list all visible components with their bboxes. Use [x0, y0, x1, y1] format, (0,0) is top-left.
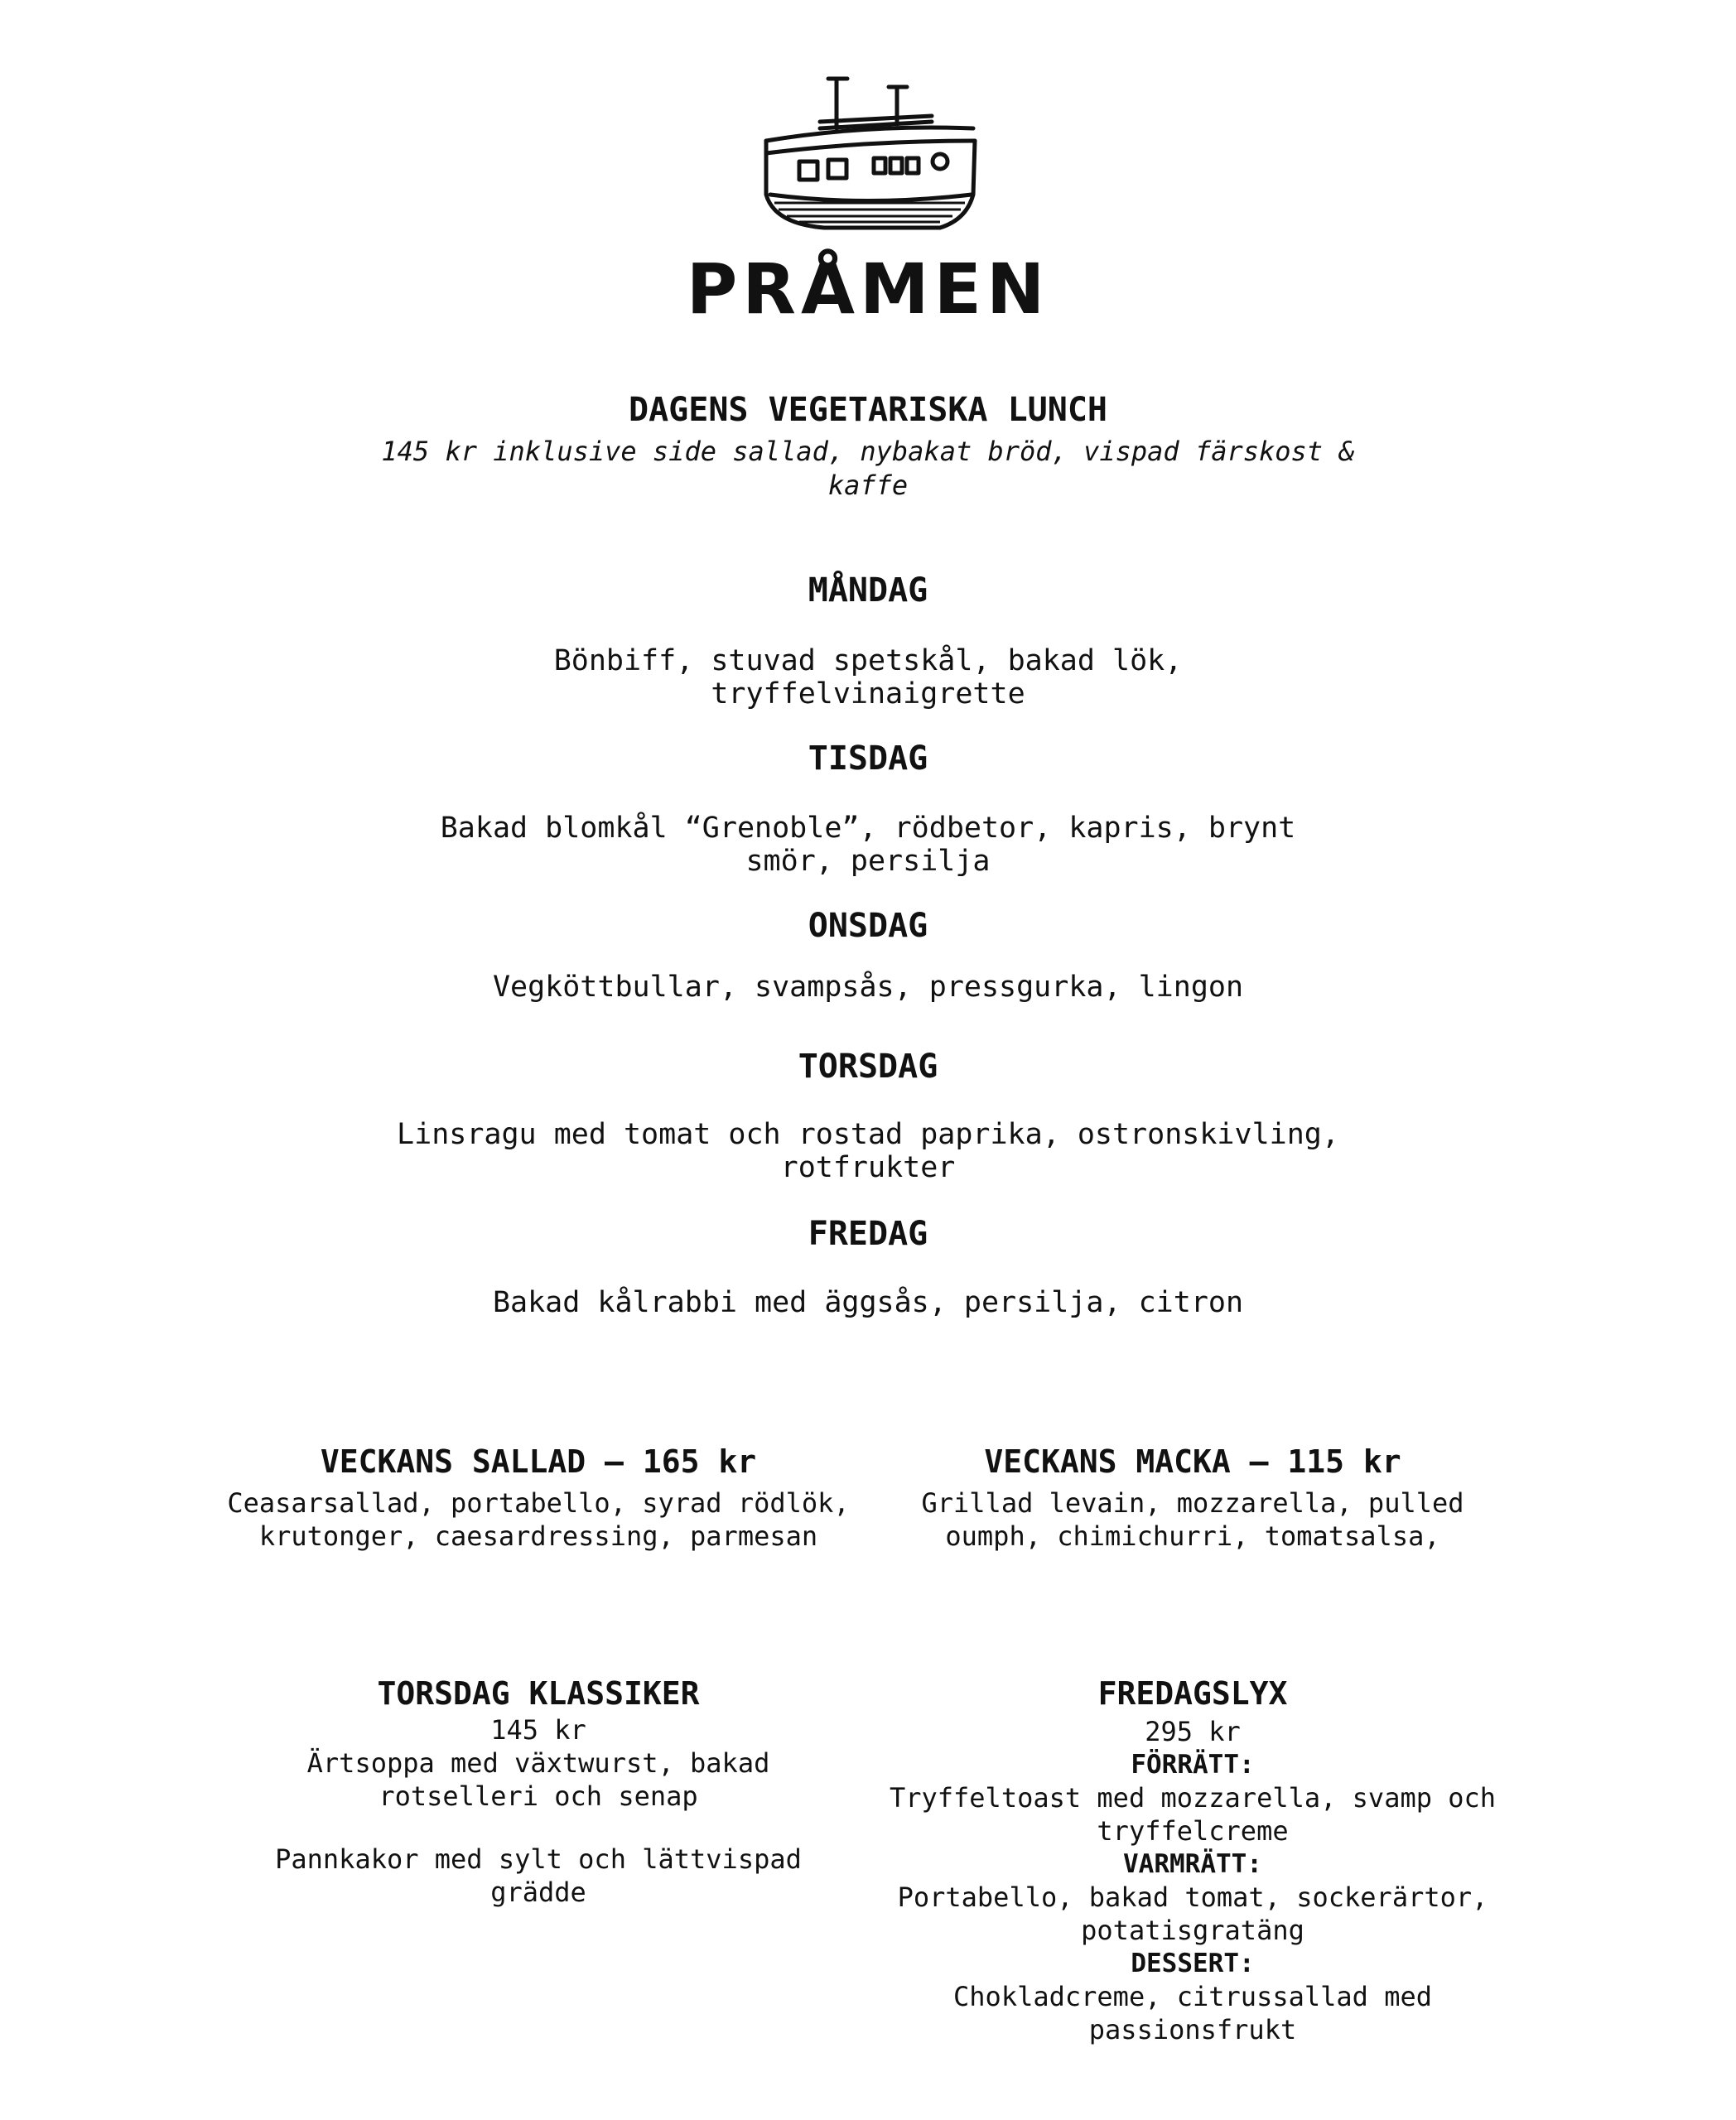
day-dish-thursday: Linsragu med tomat och rostad paprika, ostronskivling, rotfrukter: [397, 1118, 1339, 1184]
day-title-thursday: TORSDAG: [798, 1048, 938, 1086]
day-title-monday: MÅNDAG: [808, 571, 928, 610]
weekly-macka-desc: Grillad levain, mozzarella, pulled oumph, chimichurri, tomatsalsa,: [921, 1487, 1464, 1552]
fredagslyx-price: 295 kr: [1145, 1716, 1241, 1747]
day-title-tuesday: TISDAG: [808, 740, 928, 778]
day-dish-wednesday: Vegköttbullar, svampsås, pressgurka, lingon: [492, 971, 1244, 1004]
day-dish-tuesday: Bakad blomkål “Grenoble”, rödbetor, kapris, brynt smör, persilja: [440, 812, 1296, 878]
weekly-macka-title: VECKANS MACKA – 115 kr: [984, 1443, 1401, 1480]
day-title-wednesday: ONSDAG: [808, 907, 928, 945]
day-dish-friday: Bakad kålrabbi med äggsås, persilja, citron: [492, 1286, 1244, 1319]
day-dish-thursday-wrap: [0, 1118, 1736, 1184]
lunch-subtitle: 145 kr inklusive side sallad, nybakat bröd, vispad färskost & kaffe: [381, 436, 1355, 501]
fredagslyx-title: FREDAGSLYX: [1097, 1675, 1288, 1712]
fredagslyx-forratt: Tryffeltoast med mozzarella, svamp och tryffelcreme: [889, 1782, 1497, 1847]
day-dish-monday: Bönbiff, stuvad spetskål, bakad lök, tryffelvinaigrette: [553, 644, 1183, 711]
brand-title: PRÅMEN: [686, 248, 1050, 330]
day-title-friday: FREDAG: [808, 1215, 928, 1253]
torsdag-klassiker-price: 145 kr: [490, 1714, 586, 1746]
torsdag-klassiker: [207, 1675, 870, 1909]
fredagslyx-varmratt: Portabello, bakad tomat, sockerärtor, potatisgratäng: [897, 1882, 1488, 1946]
fredagslyx-varmratt-label: VARMRÄTT:: [1123, 1849, 1262, 1879]
weekly-sallad: [207, 1443, 870, 1553]
torsdag-klassiker-dish2: Pannkakor med sylt och lättvispad grädde: [275, 1843, 802, 1908]
weekly-macka: [861, 1443, 1524, 1553]
weekly-sallad-desc: Ceasarsallad, portabello, syrad rödlök, krutonger, caesardressing, parmesan: [227, 1487, 850, 1552]
fredagslyx-forratt-label: FÖRRÄTT:: [1131, 1750, 1255, 1780]
fredagslyx: [861, 1675, 1524, 2046]
day-dish-monday-wrap: [0, 644, 1736, 711]
torsdag-klassiker-dish1: Ärtsoppa med växtwurst, bakad rotselleri och senap: [306, 1747, 770, 1812]
weekly-sallad-title: VECKANS SALLAD – 165 kr: [320, 1443, 757, 1480]
lunch-subtitle-wrap: [0, 435, 1736, 503]
fredagslyx-dessert-label: DESSERT:: [1131, 1949, 1255, 1978]
day-dish-tuesday-wrap: [0, 812, 1736, 878]
lunch-title: DAGENS VEGETARISKA LUNCH: [629, 391, 1107, 429]
fredagslyx-dessert: Chokladcreme, citrussallad med passionsfrukt: [953, 1981, 1432, 2045]
torsdag-klassiker-title: TORSDAG KLASSIKER: [377, 1675, 700, 1712]
ferry-logo-icon: [750, 70, 990, 236]
